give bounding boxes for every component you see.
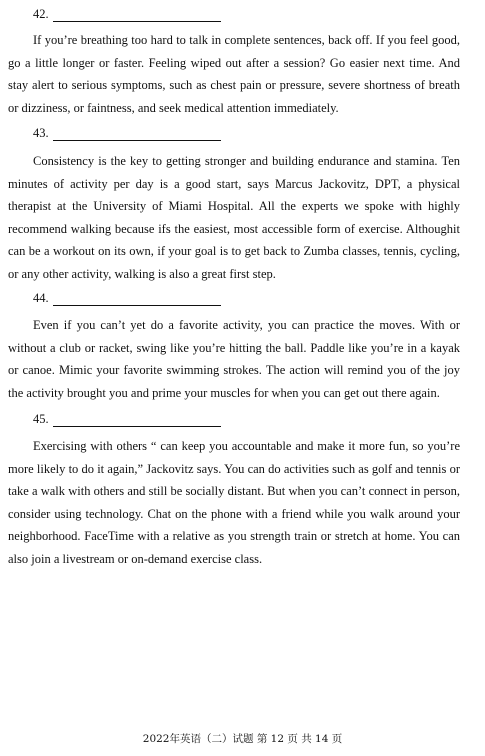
question-number: 45.: [33, 412, 49, 426]
question-42-paragraph: If you’re breathing too hard to talk in complete sentences, back off. If you feel good, go a little longer or faster. Feeling wiped out after a session? Go easier next time. And stay alert to serious symptoms, such as chest pain or pressure, severe shortness of breath or dizziness, or faintness, and seek medical attention immediately.: [8, 33, 460, 115]
question-number: 44.: [33, 291, 49, 305]
answer-blank[interactable]: [53, 413, 221, 427]
question-44-paragraph: Even if you can’t yet do a favorite activity, you can practice the moves. With or without a club or racket, swing like you’re hitting the ball. Paddle like you’re in a kayak or canoe. Mimic your favorite swimming strokes. The action will remind you of the joy the activity brought you and prime your muscles for when you can get out there again.: [8, 318, 460, 400]
question-45-paragraph: Exercising with others “ can keep you accountable and make it more fun, so you’re more likely to do it again,” Jackovitz says. You can do activities such as golf and tennis or take a walk with others and still be socially distant. But when you can’t connect in person, consider using technology. Chat on the phone with a friend while you walk around your neighborhood. FaceTime with a relative as you strength train or stretch at home. You can also join a livestream or on-demand exercise class.: [8, 439, 460, 566]
page-footer: 2022年英语（二）试题 第 12 页 共 14 页: [142, 733, 343, 745]
answer-blank[interactable]: [53, 127, 221, 141]
answer-blank[interactable]: [53, 8, 221, 22]
question-42-heading: [33, 6, 221, 22]
question-44-heading: [33, 290, 221, 306]
question-43-heading: [33, 125, 221, 141]
question-number: 43.: [33, 126, 49, 140]
question-43-paragraph: Consistency is the key to getting stronger and building endurance and stamina. Ten minutes of activity per day is a good start, says Marcus Jackovitz, DPT, a physical therapist at the University of Miami Hospital. All the experts we spoke with highly recommend walking because ifs the easiest, most accessible form of exercise. Althoughit can be a workout on its own, if your goal is to get back to Zumba classes, tennis, cycling, or any other activity, walking is also a great first step.: [8, 154, 460, 281]
question-number: 42.: [33, 7, 49, 21]
question-45-heading: [33, 411, 221, 427]
answer-blank[interactable]: [53, 292, 221, 306]
